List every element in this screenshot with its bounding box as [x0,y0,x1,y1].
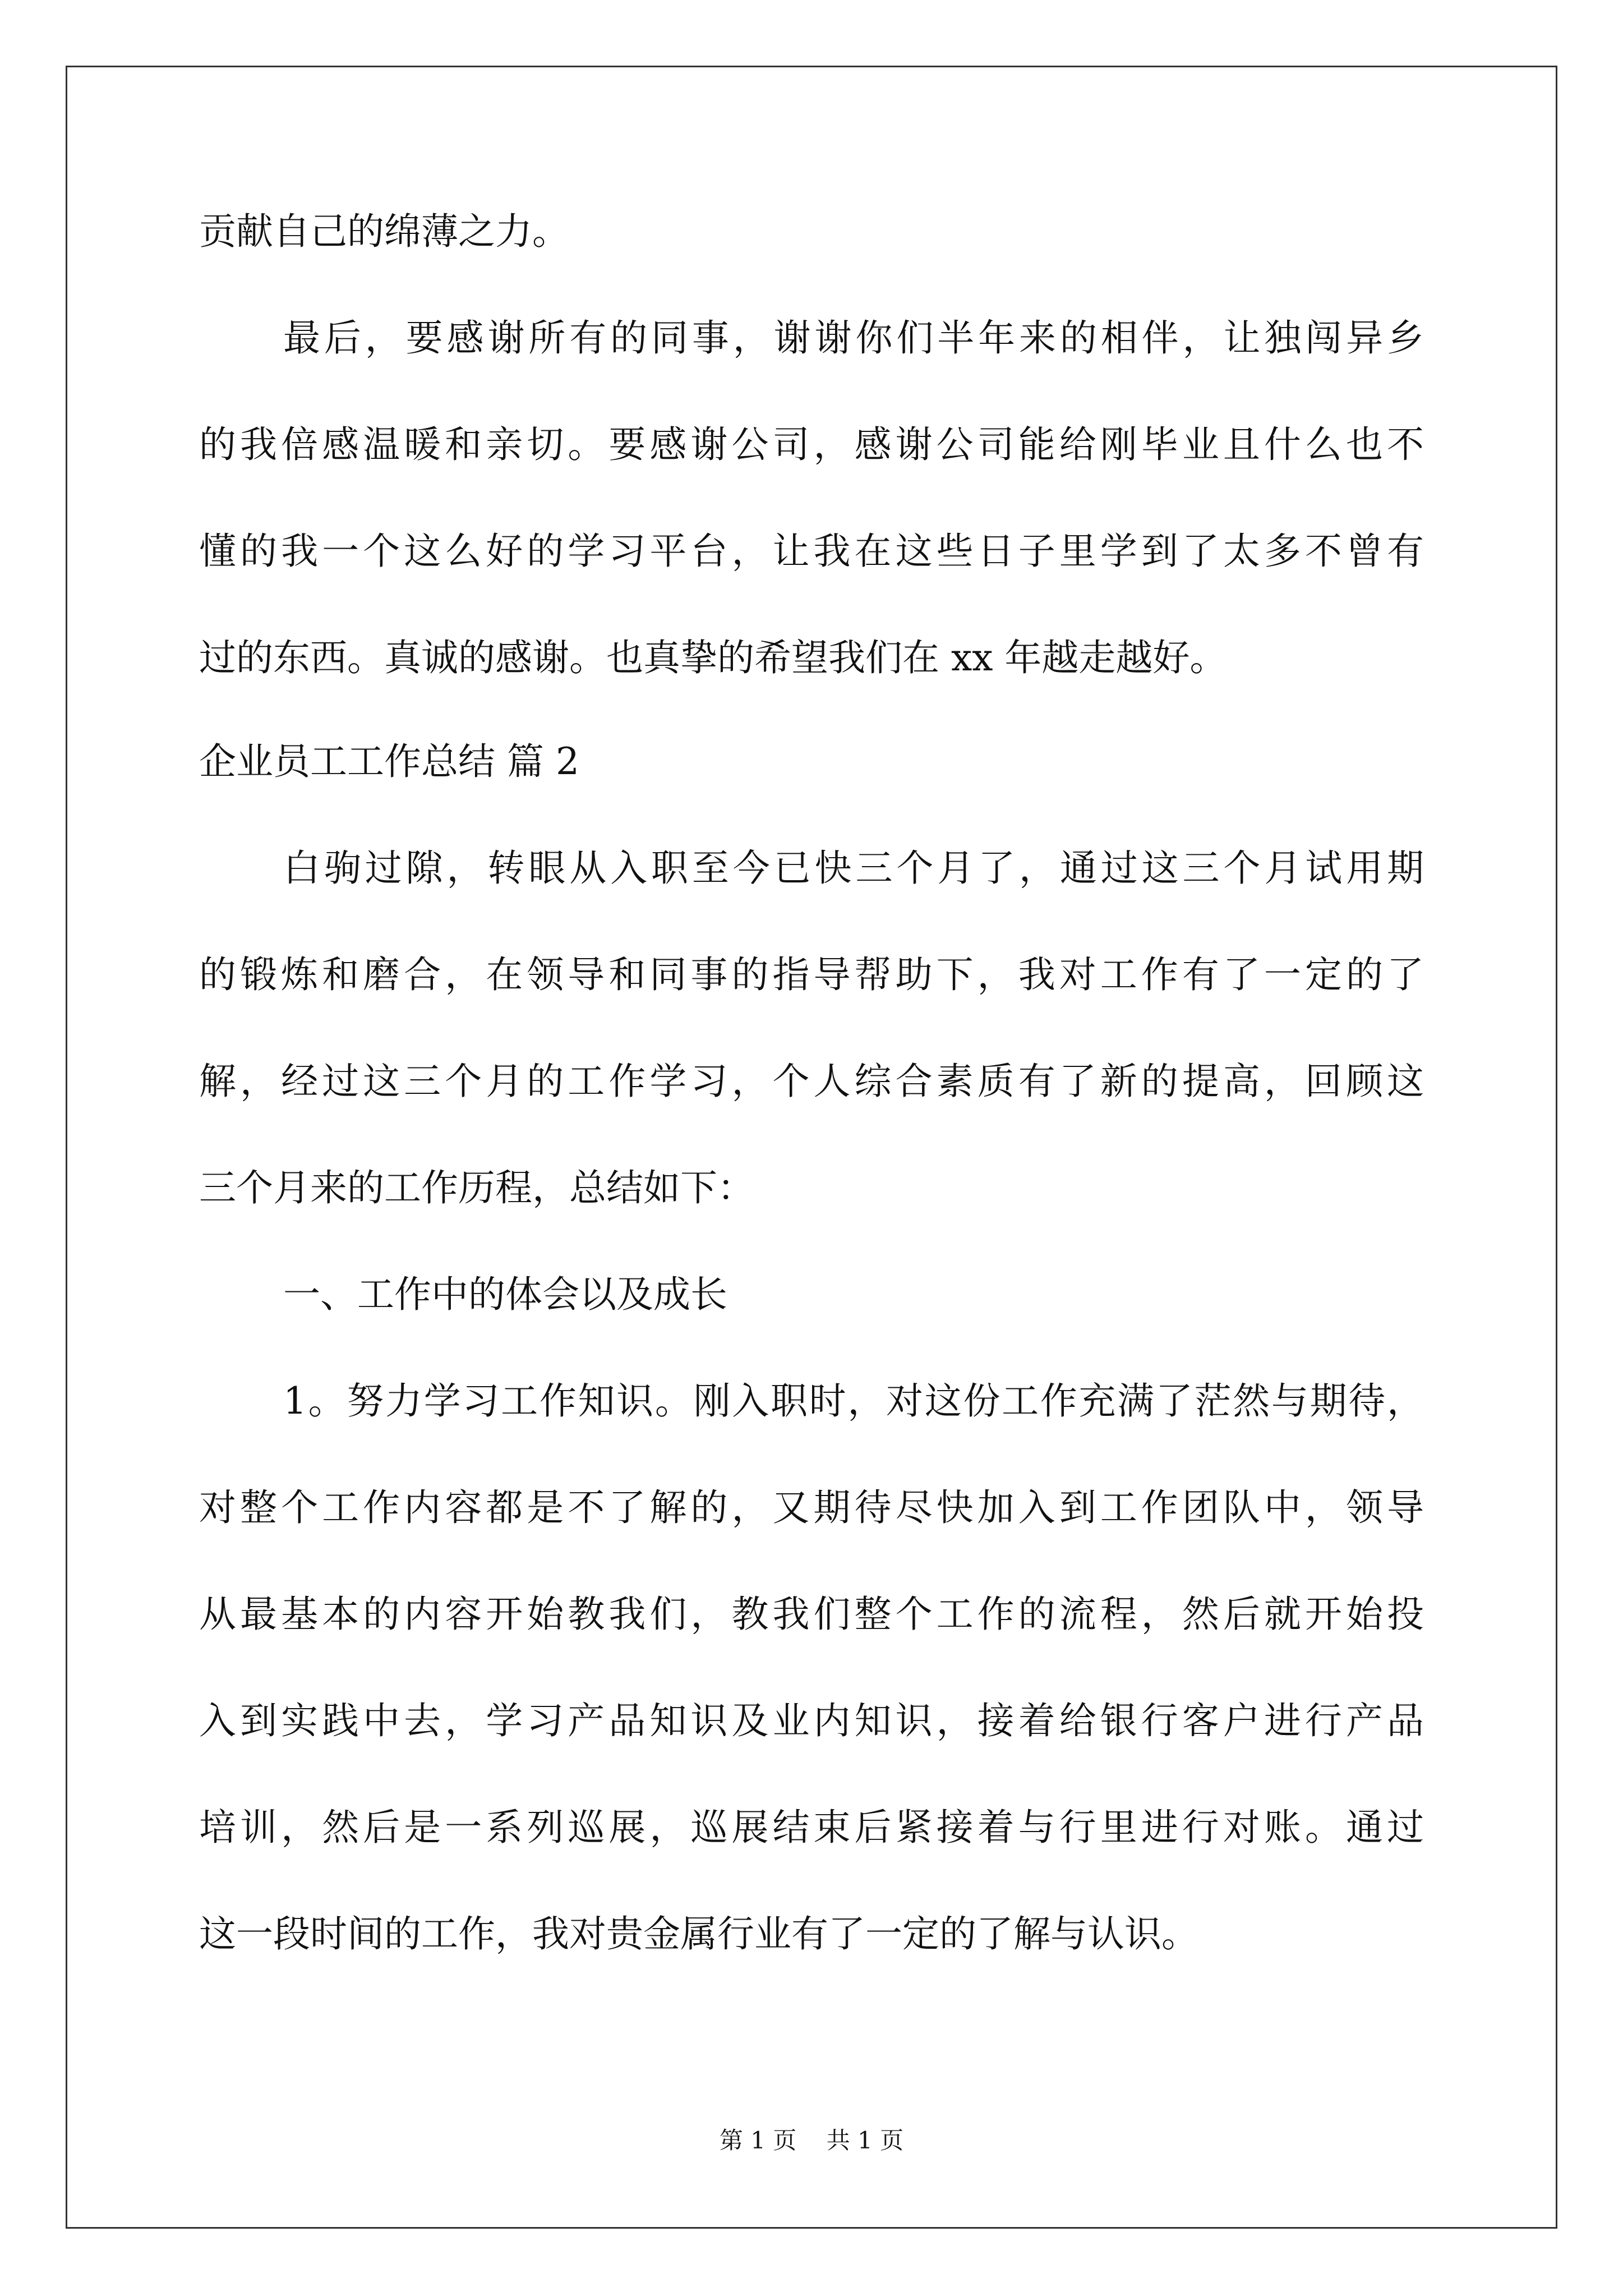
page-border [66,66,1557,2229]
subheading: 一、工作中的体会以及成长 [283,1273,727,1316]
text-line: 三个月来的工作历程，总结如下： [199,1166,754,1209]
text-line: 从最基本的内容开始教我们，教我们整个工作的流程，然后就开始投 [199,1593,1424,1636]
text-line: 过的东西。真诚的感谢。也真挚的希望我们在 xx 年越走越好。 [199,636,1227,679]
text-line: 贡献自己的绵薄之力。 [199,210,569,253]
text-line: 对整个工作内容都是不了解的，又期待尽快加入到工作团队中，领导 [199,1486,1424,1529]
text-line: 的锻炼和磨合，在领导和同事的指导帮助下，我对工作有了一定的了 [199,953,1424,996]
text-line: 最后，要感谢所有的同事，谢谢你们半年来的相伴，让独闯异乡 [283,316,1424,360]
text-line: 懂的我一个这么好的学习平台，让我在这些日子里学到了太多不曾有 [199,530,1424,573]
text-line: 解，经过这三个月的工作学习，个人综合素质有了新的提高，回顾这 [199,1060,1424,1103]
text-line: 这一段时间的工作，我对贵金属行业有了一定的了解与认识。 [199,1912,1198,1955]
section-heading: 企业员工工作总结 篇 2 [199,740,579,783]
text-line: 1。努力学习工作知识。刚入职时，对这份工作充满了茫然与期待， [283,1379,1424,1423]
text-line: 培训，然后是一系列巡展，巡展结束后紧接着与行里进行对账。通过 [199,1806,1424,1849]
page-number-footer: 第 1 页 共 1 页 [719,2127,904,2154]
text-line: 入到实践中去，学习产品知识及业内知识，接着给银行客户进行产品 [199,1699,1424,1742]
text-line: 的我倍感温暖和亲切。要感谢公司，感谢公司能给刚毕业且什么也不 [199,423,1424,466]
text-line: 白驹过隙，转眼从入职至今已快三个月了，通过这三个月试用期 [283,846,1424,890]
